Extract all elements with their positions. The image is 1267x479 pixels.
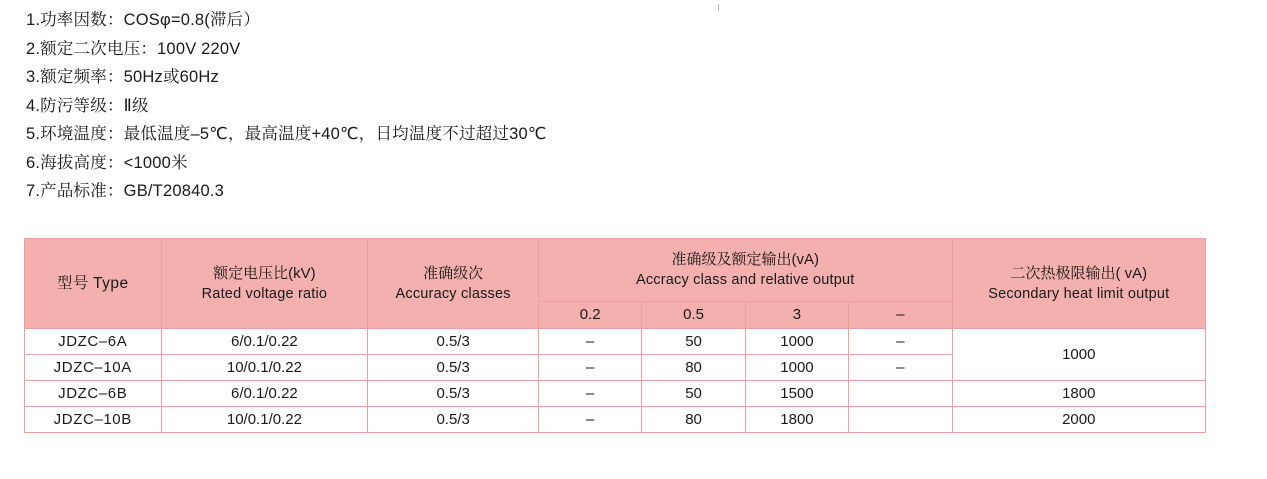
header-heat-cn: 二次热极限输出( vA)	[1010, 264, 1148, 282]
spec-item-6: 6.海拔高度：<1000米	[26, 153, 188, 172]
header-heat-en: Secondary heat limit output	[988, 285, 1170, 302]
cell-output-3: 1000	[745, 355, 848, 381]
cell-output-0-5: 80	[642, 355, 745, 381]
cell-type: JDZC–6A	[25, 329, 162, 355]
cell-ratio: 6/0.1/0.22	[161, 329, 368, 355]
header-sub-0-2: 0.2	[538, 302, 641, 329]
cell-ratio: 10/0.1/0.22	[161, 407, 368, 433]
cell-type: JDZC–6B	[25, 381, 162, 407]
header-accuracy-cn: 准确级次	[423, 264, 484, 282]
cell-output-0-5: 50	[642, 381, 745, 407]
header-accuracy-classes	[368, 239, 539, 329]
specification-list	[26, 6, 1126, 206]
cell-output-0-2: –	[538, 355, 641, 381]
cell-output-0-2: –	[538, 407, 641, 433]
table-body	[25, 329, 1206, 433]
table-row	[25, 407, 1206, 433]
header-ratio-cn: 额定电压比(kV)	[213, 264, 316, 282]
header-type	[25, 239, 162, 329]
cell-type: JDZC–10B	[25, 407, 162, 433]
spec-table	[24, 238, 1206, 433]
header-rated-voltage-ratio	[161, 239, 368, 329]
header-type-en: Type	[93, 274, 129, 292]
header-accuracy-en: Accuracy classes	[395, 285, 511, 302]
table-row	[25, 329, 1206, 355]
header-sub-dash: –	[849, 302, 952, 329]
cell-output-3: 1500	[745, 381, 848, 407]
spec-item-3: 3.额定频率：50Hz或60Hz	[26, 68, 219, 86]
header-ratio-en: Rated voltage ratio	[201, 285, 328, 302]
header-accuracy-output	[538, 239, 952, 302]
table-header	[25, 239, 1206, 329]
table-row	[25, 381, 1206, 407]
cell-output-3: 1800	[745, 407, 848, 433]
cell-output-dash: –	[849, 329, 952, 355]
product-parameter-table	[24, 238, 1206, 433]
cell-output-3: 1000	[745, 329, 848, 355]
header-sub-3: 3	[745, 302, 848, 329]
cell-accuracy: 0.5/3	[368, 381, 539, 407]
spec-item-2: 2.额定二次电压：100V 220V	[26, 39, 241, 58]
header-row-main	[25, 239, 1206, 302]
header-output-en: Accracy class and relative output	[635, 272, 855, 288]
spec-item-5: 5.环境温度：最低温度–5℃，最高温度+40℃，日均温度不过超过30℃	[26, 125, 547, 143]
cell-ratio: 10/0.1/0.22	[161, 355, 368, 381]
cell-accuracy: 0.5/3	[368, 355, 539, 381]
header-secondary-heat-limit	[952, 239, 1205, 329]
cell-output-0-5: 50	[642, 329, 745, 355]
cell-output-dash	[849, 407, 952, 433]
cell-accuracy: 0.5/3	[368, 329, 539, 355]
spec-item-7: 7.产品标准：GB/T20840.3	[26, 182, 225, 200]
cell-heat-limit: 2000	[952, 407, 1205, 433]
header-type-cn: 型号	[56, 274, 89, 292]
cell-heat-limit: 1000	[952, 329, 1205, 381]
header-output-cn: 准确级及额定输出(vA)	[671, 251, 819, 268]
cell-output-0-2: –	[538, 329, 641, 355]
cell-output-0-2: –	[538, 381, 641, 407]
spec-item-4: 4.防污等级：Ⅱ级	[26, 96, 149, 115]
cell-type: JDZC–10A	[25, 355, 162, 381]
cell-output-0-5: 80	[642, 407, 745, 433]
cell-ratio: 6/0.1/0.22	[161, 381, 368, 407]
cell-output-dash: –	[849, 355, 952, 381]
header-sub-0-5: 0.5	[642, 302, 745, 329]
spec-item-1: 1.功率因数：COSφ=0.8(滞后）	[26, 11, 261, 29]
cell-accuracy: 0.5/3	[368, 407, 539, 433]
cell-heat-limit: 1800	[952, 381, 1205, 407]
cell-output-dash	[849, 381, 952, 407]
